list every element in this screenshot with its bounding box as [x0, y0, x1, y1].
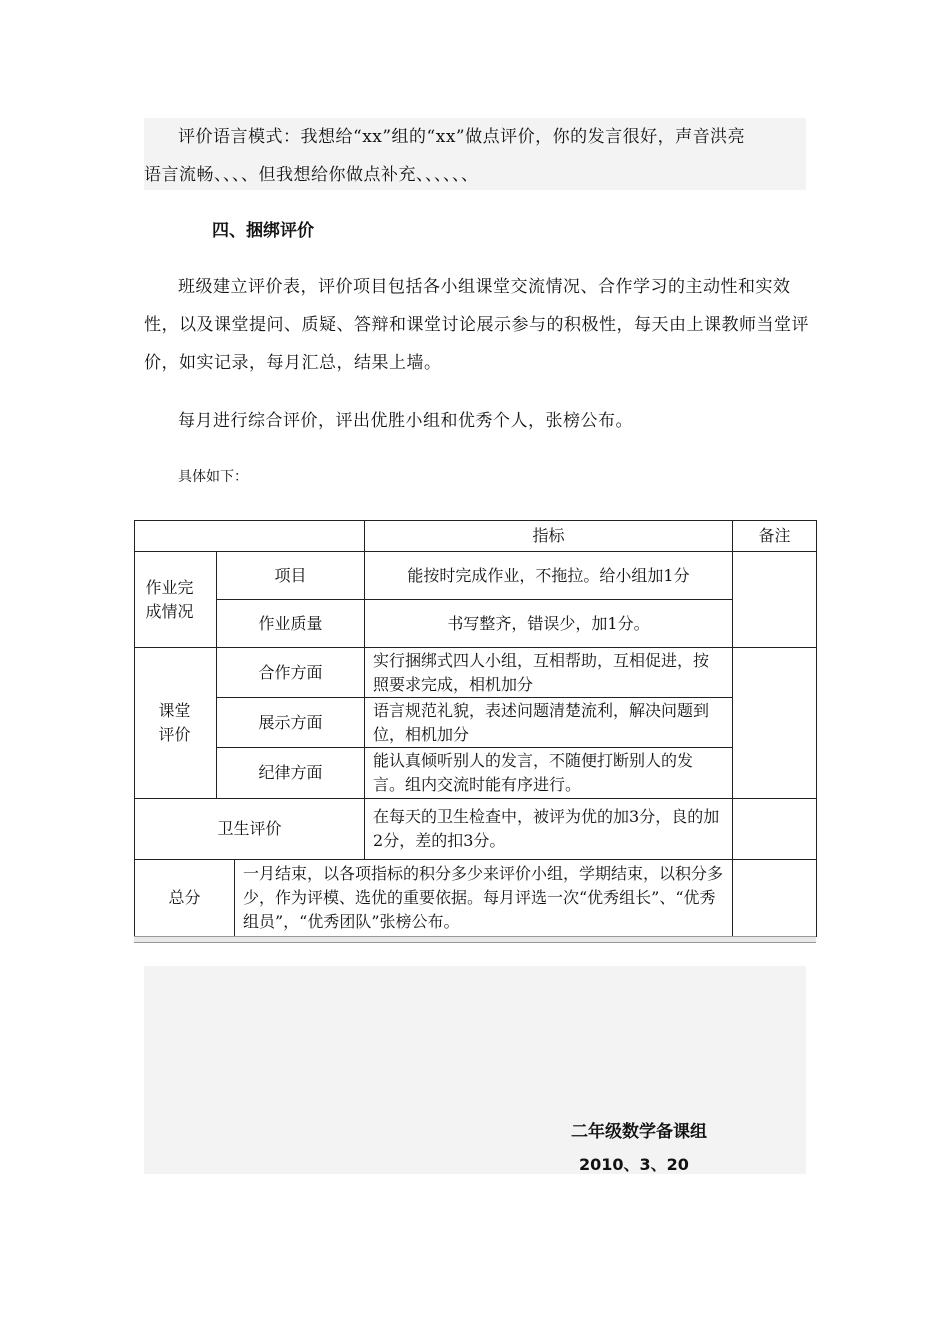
indicator-cell: 在每天的卫生检查中，被评为优的加3分，良的加2分，差的扣3分。 — [365, 799, 733, 860]
table-row — [135, 698, 817, 748]
section-heading: 四、捆绑评价 — [212, 221, 314, 241]
header-blank-cell — [135, 521, 365, 552]
table-header-row — [135, 521, 817, 552]
indicator-cell: 能认真倾听别人的发言，不随便打断别人的发言。组内交流时能有序进行。 — [365, 748, 733, 799]
description-text: 班级建立评价表，评价项目包括各小组课堂交流情况、合作学习的主动性和实效性，以及课堂提问、质疑、答辩和课堂讨论展示参与的积极性，每天由上课教师当堂评价，如实记录，每月汇总，结果上墙。 — [144, 277, 809, 373]
signature-group: 二年级数学备课组 — [571, 1122, 707, 1142]
header-indicator: 指标 — [365, 521, 733, 552]
indicator-cell: 书写整齐，错误少，加1分。 — [365, 600, 733, 648]
table-bottom-border — [134, 936, 816, 943]
indicator-cell: 语言规范礼貌，表述问题清楚流利，解决问题到位，相机加分 — [365, 698, 733, 748]
intro-line-2: 语言流畅、、、、但我想给你做点补充、、、、、、 — [144, 165, 479, 185]
table-row — [135, 648, 817, 698]
remark-cell — [733, 799, 817, 860]
group-class-cell: 课堂评价 — [135, 648, 217, 799]
remark-cell — [733, 552, 817, 648]
remark-cell — [733, 648, 817, 799]
bottom-gray-background — [144, 966, 806, 1174]
details-label: 具体如下： — [178, 469, 248, 485]
table-row — [135, 860, 817, 937]
signature-date: 2010、3、20 — [579, 1155, 689, 1174]
monthly-evaluation-text: 每月进行综合评价，评出优胜小组和优秀个人，张榜公布。 — [178, 411, 633, 431]
group-homework-cell: 作业完成情况 — [135, 552, 217, 648]
table-row — [135, 748, 817, 799]
hygiene-label-cell: 卫生评价 — [135, 799, 365, 860]
header-remark: 备注 — [733, 521, 817, 552]
indicator-cell: 实行捆绑式四人小组，互相帮助，互相促进，按照要求完成，相机加分 — [365, 648, 733, 698]
evaluation-table — [134, 520, 817, 937]
table-row — [135, 552, 817, 600]
item-cell: 展示方面 — [217, 698, 365, 748]
indicator-cell: 能按时完成作业，不拖拉。给小组加1分 — [365, 552, 733, 600]
item-cell: 合作方面 — [217, 648, 365, 698]
item-cell: 纪律方面 — [217, 748, 365, 799]
intro-line-1: 评价语言模式：我想给“xx”组的“xx”做点评价，你的发言很好，声音洪亮 — [178, 127, 746, 147]
table-row — [135, 600, 817, 648]
table-row — [135, 799, 817, 860]
evaluation-language-paragraph — [144, 118, 809, 194]
remark-cell — [733, 860, 817, 937]
evaluation-table-description — [144, 268, 809, 382]
total-label-cell: 总分 — [135, 860, 235, 937]
total-indicator-cell: 一月结束，以各项指标的积分多少来评价小组，学期结束，以积分多少，作为评模、选优的重要依据。每月评选一次“优秀组长”、“优秀组员”，“优秀团队”张榜公布。 — [235, 860, 733, 937]
item-cell: 作业质量 — [217, 600, 365, 648]
item-cell: 项目 — [217, 552, 365, 600]
